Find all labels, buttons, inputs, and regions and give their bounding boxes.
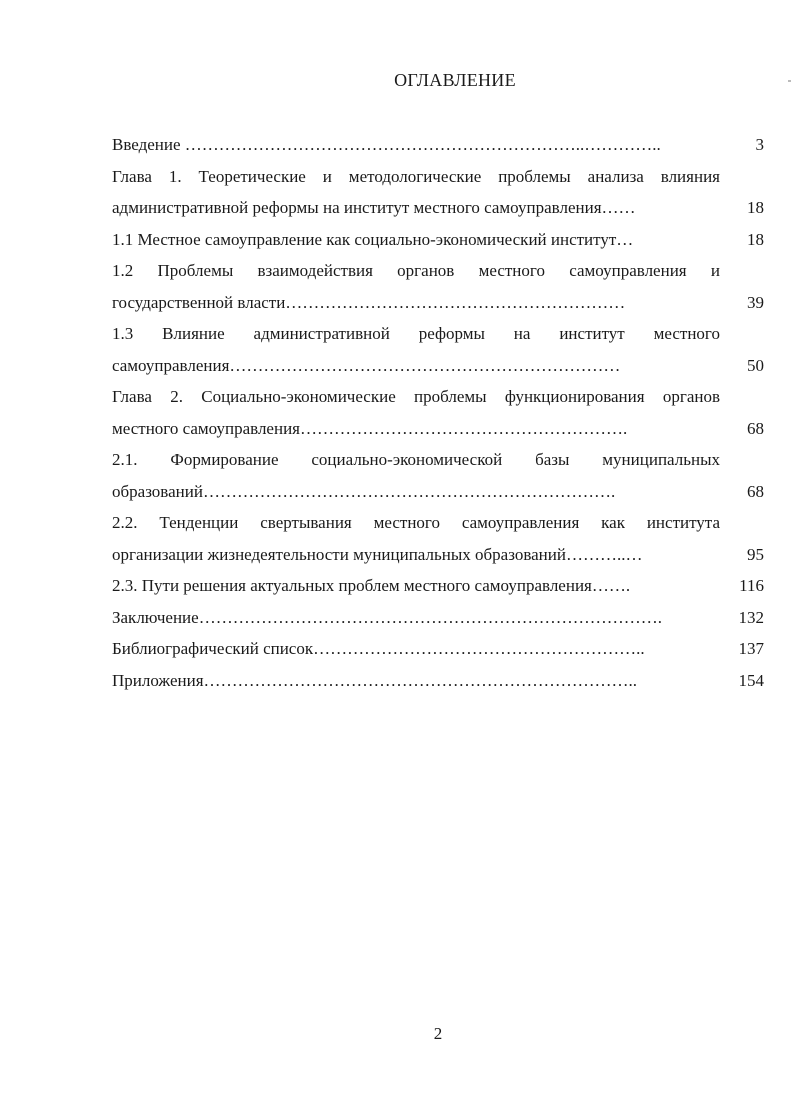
toc-line [112, 192, 764, 224]
toc-entry-conclusion[interactable] [112, 602, 764, 634]
table-of-contents [112, 129, 764, 696]
toc-entry-text: 2.1. Формирование социально-экономической базы муниципальных [112, 450, 720, 469]
toc-entry-text: Глава 2. Социально-экономические проблемы функционирования органов [112, 387, 720, 406]
toc-entry-text: 2.2. Тенденции свертывания местного самоуправления как института [112, 513, 720, 532]
toc-entry-text: 2.3. Пути решения актуальных проблем местного самоуправления……. [112, 576, 631, 595]
toc-page-number: 132 [738, 607, 764, 627]
toc-page-number: 68 [747, 481, 764, 501]
toc-page-number: 18 [747, 198, 764, 217]
toc-entry-appendices[interactable] [112, 665, 764, 697]
toc-page-number: 50 [747, 355, 764, 375]
toc-page-number: 116 [739, 576, 764, 595]
toc-line [112, 413, 764, 445]
toc-entry-section-2-2[interactable] [112, 507, 764, 570]
page-title: ОГЛАВЛЕНИЕ [394, 70, 516, 90]
toc-entry-section-1-1[interactable] [112, 224, 764, 256]
toc-line [112, 444, 764, 476]
toc-entry-text: Библиографический список………………………………………………….. [112, 639, 645, 658]
toc-entry-introduction[interactable] [112, 129, 764, 161]
toc-page-number: 95 [747, 544, 764, 564]
toc-line [112, 539, 764, 571]
toc-entry-text-continued: государственной власти…………………………………………………… [112, 292, 626, 312]
toc-entry-text-continued: административной реформы на институт местного самоуправления…… [112, 198, 636, 217]
toc-line [112, 255, 764, 287]
toc-line [112, 476, 764, 508]
toc-line [112, 381, 764, 413]
toc-entry-text: Введение ……………………………………………………………..………….. [112, 135, 661, 154]
toc-line [112, 602, 764, 634]
toc-page-number: 68 [747, 418, 764, 438]
toc-page-number: 137 [738, 639, 764, 658]
toc-entry-text: Приложения………………………………………………………………….. [112, 670, 638, 690]
toc-entry-text: 1.2 Проблемы взаимодействия органов местного самоуправления и [112, 261, 720, 280]
toc-entry-text: 1.1 Местное самоуправление как социально-экономический институт… [112, 229, 634, 249]
toc-entry-chapter-1[interactable] [112, 161, 764, 224]
toc-page-number: 18 [747, 229, 764, 249]
toc-entry-text: Заключение………………………………………………………………………. [112, 607, 662, 627]
toc-line [112, 570, 764, 602]
toc-line [112, 507, 764, 539]
toc-line [112, 161, 764, 193]
toc-entry-bibliography[interactable] [112, 633, 764, 665]
toc-page-number: 154 [738, 670, 764, 690]
toc-line [112, 633, 764, 665]
toc-line [112, 129, 764, 161]
toc-entry-section-1-3[interactable] [112, 318, 764, 381]
toc-entry-section-2-1[interactable] [112, 444, 764, 507]
toc-entry-text: Глава 1. Теоретические и методологические проблемы анализа влияния [112, 166, 720, 186]
toc-entry-chapter-2[interactable] [112, 381, 764, 444]
page-number: 2 [433, 1024, 443, 1043]
toc-entry-text-continued: образований………………………………………………………………. [112, 481, 616, 501]
toc-line [112, 350, 764, 382]
toc-entry-section-2-3[interactable] [112, 570, 764, 602]
toc-page-number: 3 [755, 135, 764, 154]
toc-line [112, 665, 764, 697]
toc-entry-text-continued: местного самоуправления…………………………………………………. [112, 418, 628, 438]
toc-entry-text: 1.3 Влияние административной реформы на институт местного [112, 324, 720, 343]
toc-line [112, 224, 764, 256]
toc-entry-text-continued: самоуправления…………………………………………………………… [112, 355, 621, 375]
toc-page-number: 39 [747, 292, 764, 312]
toc-line [112, 318, 764, 350]
toc-line [112, 287, 764, 319]
toc-entry-section-1-2[interactable] [112, 255, 764, 318]
scan-speck [788, 80, 791, 82]
toc-entry-text-continued: организации жизнедеятельности муниципальных образований………..… [112, 544, 643, 564]
